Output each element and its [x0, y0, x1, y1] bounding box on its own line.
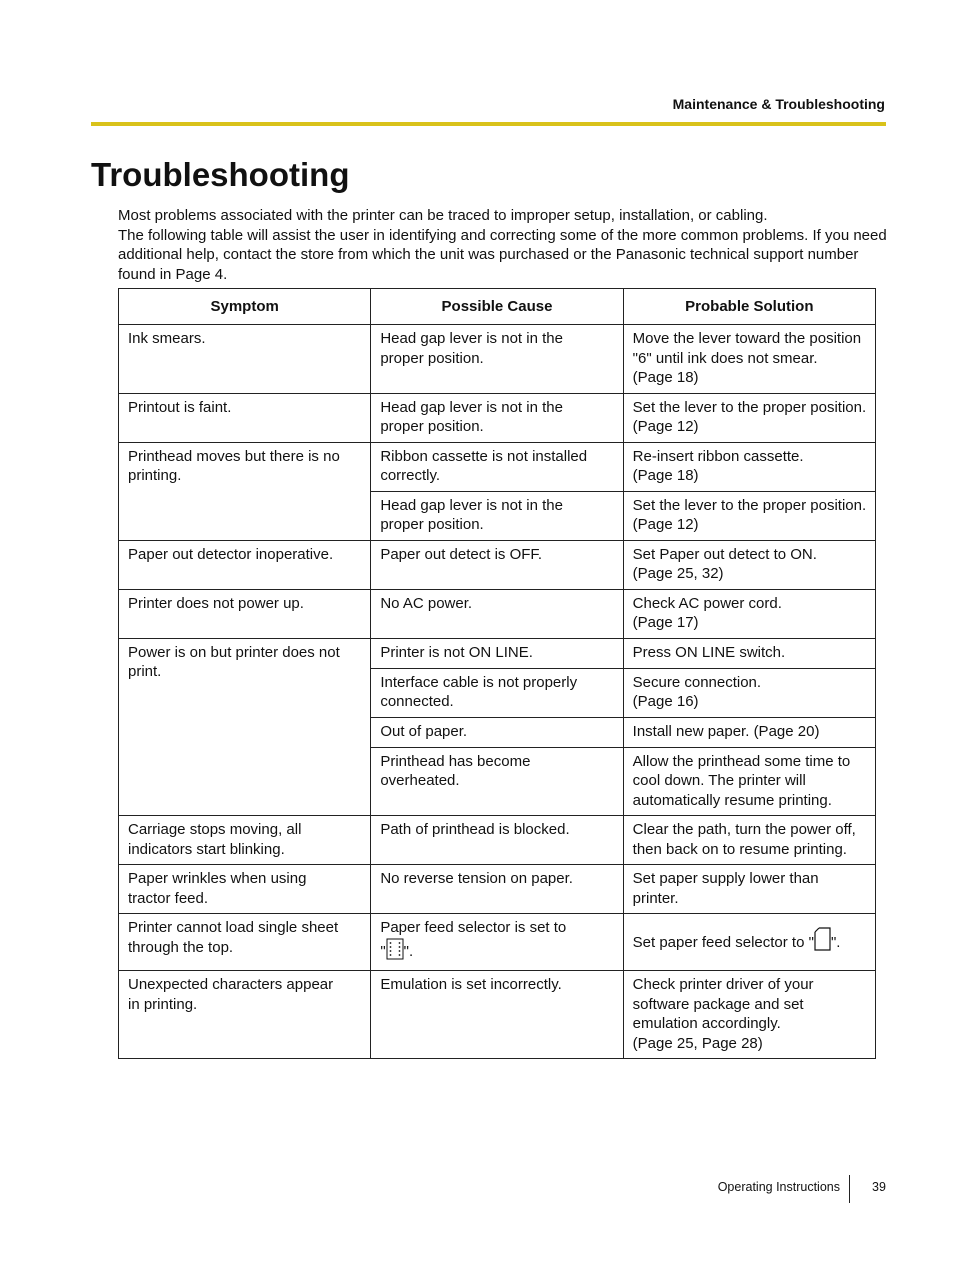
- intro-text: [118, 206, 888, 284]
- cause-cell: Out of paper.: [371, 717, 623, 747]
- solution-cell: [623, 914, 875, 971]
- intro-line-2: The following table will assist the user in identifying and correcting some of the more common problems. If you need additional help, contact the store from which the unit was purchased or the Panasonic technical support number found in Page 4.: [118, 226, 887, 283]
- solution-text-suffix: ".: [830, 933, 841, 951]
- solution-cell: Press ON LINE switch.: [623, 638, 875, 668]
- solution-cell: Move the lever toward the position "6" until ink does not smear. (Page 18): [623, 325, 875, 394]
- solution-cell: Re-insert ribbon cassette. (Page 18): [623, 442, 875, 491]
- solution-cell: Set the lever to the proper position. (Page 12): [623, 491, 875, 540]
- solution-cell: Set the lever to the proper position. (Page 12): [623, 393, 875, 442]
- solution-cell: Clear the path, turn the power off, then back on to resume printing.: [623, 816, 875, 865]
- table-row: [119, 971, 876, 1059]
- solution-cell: Allow the printhead some time to cool down. The printer will automatically resume printing.: [623, 747, 875, 816]
- solution-text-prefix: Set paper feed selector to ": [632, 933, 814, 951]
- solution-cell: Secure connection. (Page 16): [623, 668, 875, 717]
- header-possible-cause: Possible Cause: [371, 289, 623, 325]
- cause-cell: Printer is not ON LINE.: [371, 638, 623, 668]
- cause-cell: Emulation is set incorrectly.: [371, 971, 623, 1059]
- symptom-cell: Printhead moves but there is no printing.: [119, 442, 371, 540]
- solution-cell: Check AC power cord. (Page 17): [623, 589, 875, 638]
- table-row: [119, 914, 876, 971]
- cause-cell: Paper out detect is OFF.: [371, 540, 623, 589]
- cause-cell: Ribbon cassette is not installed correctly.: [371, 442, 623, 491]
- intro-line-1: Most problems associated with the printer can be traced to improper setup, installation, or cabling.: [118, 207, 768, 224]
- symptom-cell: Paper wrinkles when using tractor feed.: [119, 865, 371, 914]
- cause-cell: Head gap lever is not in the proper position.: [371, 491, 623, 540]
- section-header-label: Maintenance & Troubleshooting: [672, 96, 885, 112]
- table-row: [119, 325, 876, 394]
- symptom-cell: Printer does not power up.: [119, 589, 371, 638]
- cause-text-suffix: ".: [403, 942, 414, 960]
- table-row: [119, 540, 876, 589]
- symptom-cell: Unexpected characters appear in printing.: [119, 971, 371, 1059]
- footer-divider: [849, 1175, 850, 1203]
- page-title: Troubleshooting: [91, 156, 350, 193]
- single-sheet-icon: [814, 927, 831, 957]
- page-number: 39: [872, 1180, 886, 1194]
- header-probable-solution: Probable Solution: [623, 289, 875, 325]
- solution-cell: Install new paper. (Page 20): [623, 717, 875, 747]
- table-row: [119, 638, 876, 668]
- troubleshooting-table: [118, 288, 876, 1059]
- table-row: [119, 589, 876, 638]
- table-header-row: [119, 289, 876, 325]
- solution-cell: Set paper supply lower than printer.: [623, 865, 875, 914]
- header-rule: [91, 122, 886, 126]
- cause-cell: Interface cable is not properly connected.: [371, 668, 623, 717]
- cause-cell: No AC power.: [371, 589, 623, 638]
- cause-cell: [371, 914, 623, 971]
- table-row: [119, 442, 876, 491]
- cause-cell: No reverse tension on paper.: [371, 865, 623, 914]
- symptom-cell: Ink smears.: [119, 325, 371, 394]
- table-row: [119, 393, 876, 442]
- cause-cell: Path of printhead is blocked.: [371, 816, 623, 865]
- symptom-cell: Carriage stops moving, all indicators start blinking.: [119, 816, 371, 865]
- cause-cell: Head gap lever is not in the proper position.: [371, 393, 623, 442]
- solution-cell: Set Paper out detect to ON. (Page 25, 32): [623, 540, 875, 589]
- table-row: [119, 816, 876, 865]
- solution-cell: Check printer driver of your software package and set emulation accordingly. (Page 25, Page 28): [623, 971, 875, 1059]
- cause-cell: Head gap lever is not in the proper position.: [371, 325, 623, 394]
- tractor-feed-icon: [386, 938, 404, 966]
- symptom-cell: Printer cannot load single sheet through the top.: [119, 914, 371, 971]
- header-symptom: Symptom: [119, 289, 371, 325]
- footer-doc-label: Operating Instructions: [717, 1180, 840, 1194]
- symptom-cell: Printout is faint.: [119, 393, 371, 442]
- table-row: [119, 865, 876, 914]
- symptom-cell: Power is on but printer does not print.: [119, 638, 371, 816]
- symptom-cell: Paper out detector inoperative.: [119, 540, 371, 589]
- cause-cell: Printhead has become overheated.: [371, 747, 623, 816]
- cause-text-prefix: Paper feed selector is set to ": [380, 919, 567, 960]
